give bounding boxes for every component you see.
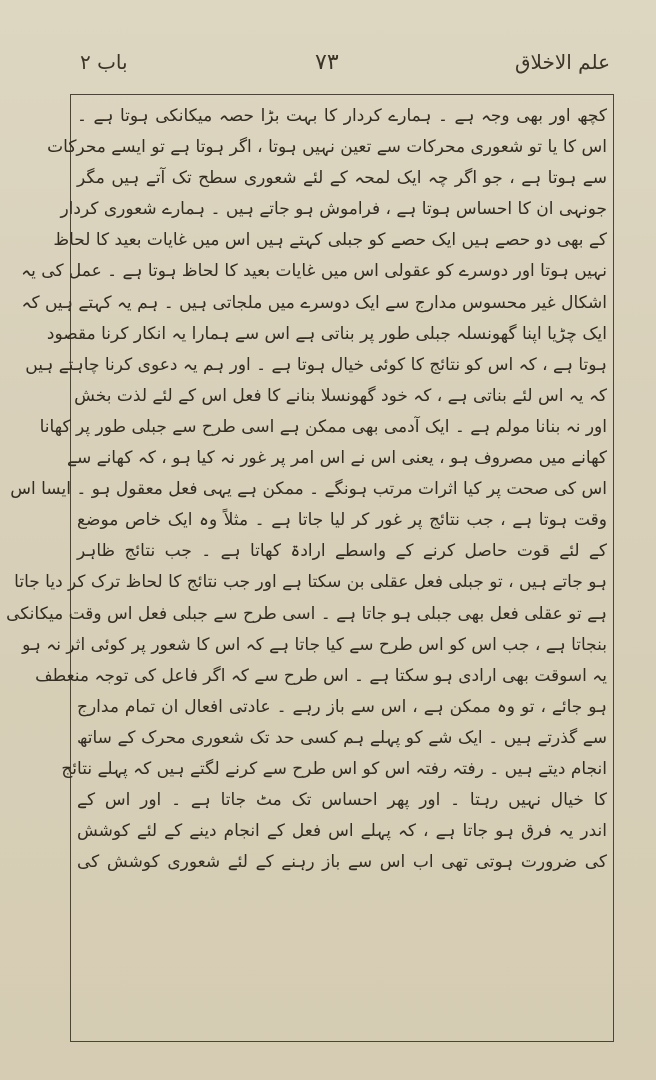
text-line: کا خیال نہیں رہتا ۔ اور پھر احساس تک مٹ جاتا ہے ۔ اور اس کے <box>77 790 607 811</box>
text-line: سے ہوتا ہے ، جو اگر چہ ایک لمحہ کے لئے شعوری سطح تک آتے ہیں مگر <box>77 168 607 189</box>
text-line: نہیں ہوتا اور دوسرے کو عقولی اس میں غایات بعید کا لحاظ ہوتا ہے ۔ عمل کی یہ <box>21 261 607 282</box>
text-line: بنجاتا ہے ، جب اس کو اس طرح سے کیا جاتا ہے کہ اس کا شعور پر کوئی اثر نہ ہو <box>22 634 607 655</box>
text-line: ایک چڑیا اپنا گھونسلہ جبلی طور پر بناتی ہے اس سے ہمارا یہ انکار کرنا مقصود <box>46 323 607 344</box>
text-line: ہو جائے ، تو وہ ممکن ہے ، اس سے باز رہے ۔ عادتی افعال ان تمام مدارج <box>77 696 607 717</box>
text-line: اس کا یا تو شعوری محرکات سے تعین نہیں ہوتا ، اگر ہوتا ہے تو ایسے محرکات <box>47 137 607 158</box>
text-line: کھانے میں مصروف ہو ، یعنی اس نے اس امر پر غور نہ کیا ہو ، کہ کھانے سے <box>67 448 607 469</box>
text-line: اس کی صحت پر کیا اثرات مرتب ہونگے ۔ ممکن ہے یہی فعل معقول ہو ۔ ایسا اس <box>10 479 607 500</box>
text-line: جونہی ان کا احساس ہوتا ہے ، فراموش ہو جاتے ہیں ۔ ہمارے شعوری کردار <box>60 199 607 220</box>
text-line: اندر یہ فرق ہو جاتا ہے ، کہ پہلے اس فعل کے انجام دینے کے لئے کوشش <box>77 821 607 842</box>
text-line: اشکال غیر محسوس مدارج سے ایک دوسرے میں ملجاتی ہیں ۔ ہم یہ کہتے ہیں کہ <box>21 292 607 313</box>
page-header <box>70 50 610 90</box>
text-line: ہے تو عقلی فعل بھی جبلی ہو جاتا ہے ۔ اسی طرح سے جبلی فعل اس وقت میکانکی <box>6 603 607 624</box>
text-line: کے بھی دو حصے ہیں ایک حصے کو جبلی کہتے ہیں اس میں غایات بعید کا لحاظ <box>53 230 607 251</box>
chapter-label: باب ۲ <box>80 50 128 74</box>
text-line: کہ یہ اس لئے بناتی ہے ، کہ خود گھونسلا بنانے کا فعل اس کے لئے لذت بخش <box>74 385 607 406</box>
text-line: کے لئے قوت حاصل کرنے کے واسطے ارادۃ کھاتا ہے ۔ جب نتائج ظاہر <box>77 541 607 562</box>
text-line: وقت ہوتا ہے ، جب نتائج پر غور کر لیا جاتا ہے ۔ مثلاً وہ ایک خاص موضع <box>77 510 607 531</box>
text-line: ہو جاتے ہیں ، تو جبلی فعل عقلی بن سکتا ہے اور جب نتائج کا لحاظ ترک کر دیا جاتا <box>14 572 607 593</box>
body-text <box>6 101 607 878</box>
text-line: سے گذرتے ہیں ۔ ایک شے کو پہلے ہم کسی حد تک شعوری محرک کے ساتھ <box>77 727 607 748</box>
text-line: اور نہ بنانا مولم ہے ۔ ایک آدمی بھی ممکن ہے اسی طرح سے جبلی طور پر کھانا <box>39 416 607 437</box>
page-number: ۷۳ <box>315 50 339 75</box>
text-line: یہ اسوقت بھی ارادی ہو سکتا ہے ۔ اس طرح سے کہ اگر فاعل کی توجہ منعطف <box>35 665 607 686</box>
text-line: انجام دیتے ہیں ۔ رفتہ رفتہ اس کو اس طرح سے کرنے لگتے ہیں کہ پہلے نتائج <box>61 758 607 779</box>
text-frame <box>6 94 614 1042</box>
running-title: علم الاخلاق <box>515 50 610 74</box>
text-line: کی ضرورت ہوتی تھی اب اس سے باز رہنے کے لئے شعوری کوشش کی <box>77 852 607 873</box>
text-line: کچھ اور بھی وجہ ہے ۔ ہمارے کردار کا بہت بڑا حصہ میکانکی ہوتا ہے ۔ <box>77 106 607 126</box>
text-line: ہوتا ہے ، کہ اس کو نتائج کا کوئی خیال ہوتا ہے ۔ اور ہم یہ دعوی کرنا چاہتے ہیں <box>25 354 607 375</box>
